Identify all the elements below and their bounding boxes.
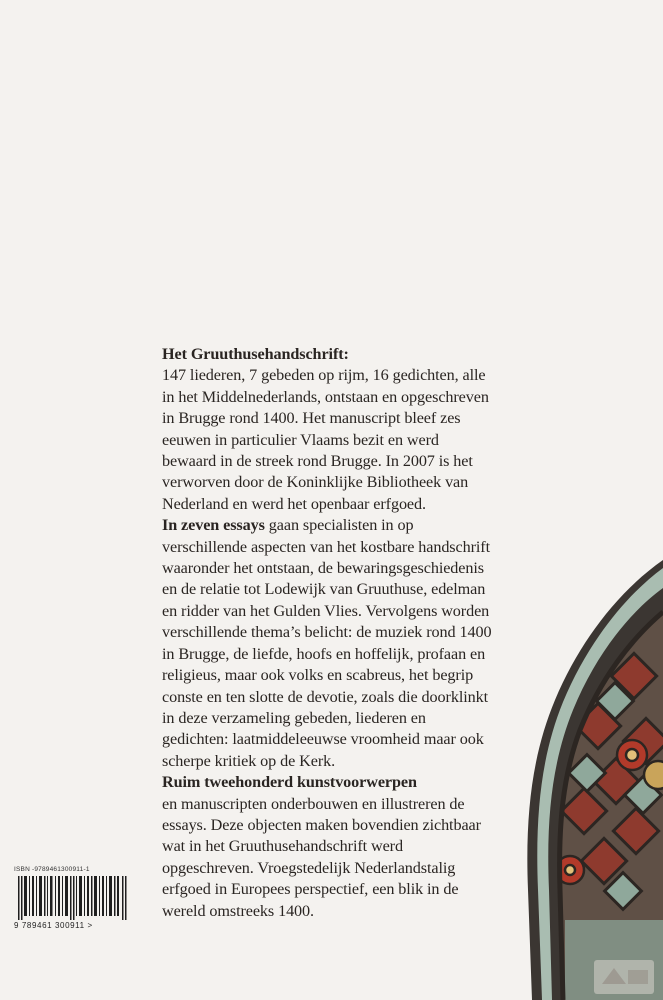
heading-in-zeven-essays: In zeven essays (162, 516, 265, 535)
paragraph-kunstvoorwerpen: en manuscripten onderbouwen en illustreren de essays. Deze objecten maken bovendien zichtbaar wat in het Gruuthusehandschrift werd opgeschreven. Vroegstedelijk Nederlandstalig erfgoed in Europees perspectief, een blik in de wereld omstreeks 1400. (162, 794, 481, 920)
barcode-image (14, 876, 132, 920)
isbn-barcode-block (14, 866, 174, 930)
section-essays (162, 515, 492, 772)
stained-glass-window-illustration (470, 560, 663, 1000)
isbn-label: ISBN -9789461300911-1 (14, 866, 90, 873)
paragraph-gruuthusehandschrift: 147 liederen, 7 gebeden op rijm, 16 gedichten, alle in het Middelnederlands, ontstaan en opgeschreven in Brugge rond 1400. Het manuscript bleef zes eeuwen in particulier Vlaams bezit en werd bewaard in de streek rond Brugge. In 2007 is het verworven door de Koninklijke Bibliotheek van Nederland en werd het openbaar erfgoed. (162, 366, 489, 513)
section-gruuthuse (162, 344, 492, 515)
heading-kunstvoorwerpen: Ruim tweehonderd kunstvoorwerpen (162, 773, 417, 792)
heading-gruuthusehandschrift: Het Gruuthusehandschrift: (162, 345, 349, 363)
barcode-digits: 9 789461 300911 > (14, 921, 93, 930)
paragraph-essays: gaan specialisten in op verschillende aspecten van het kostbare handschrift waaronder het ontstaan, de bewaringsgeschiedenis en de relatie tot Lodewijk van Gruuthuse, edelman en ridder van het Gulden Vlies. Vervolgens worden verschillende thema’s belicht: de muziek rond 1400 in Brugge, de liefde, hoofs en hoffelijk, profaan en religieus, maar ook volks en scabreus, het begrip conste en ten slotte de devotie, zoals die doorklinkt in deze verzameling gebeden, liederen en gedichten: laatmiddeleeuwse vroomheid maar ook scherpe kritiek op de Kerk. (162, 516, 492, 770)
section-kunstvoorwerpen (162, 772, 492, 922)
site-watermark-logo (594, 960, 654, 994)
blurb-text (162, 344, 492, 922)
